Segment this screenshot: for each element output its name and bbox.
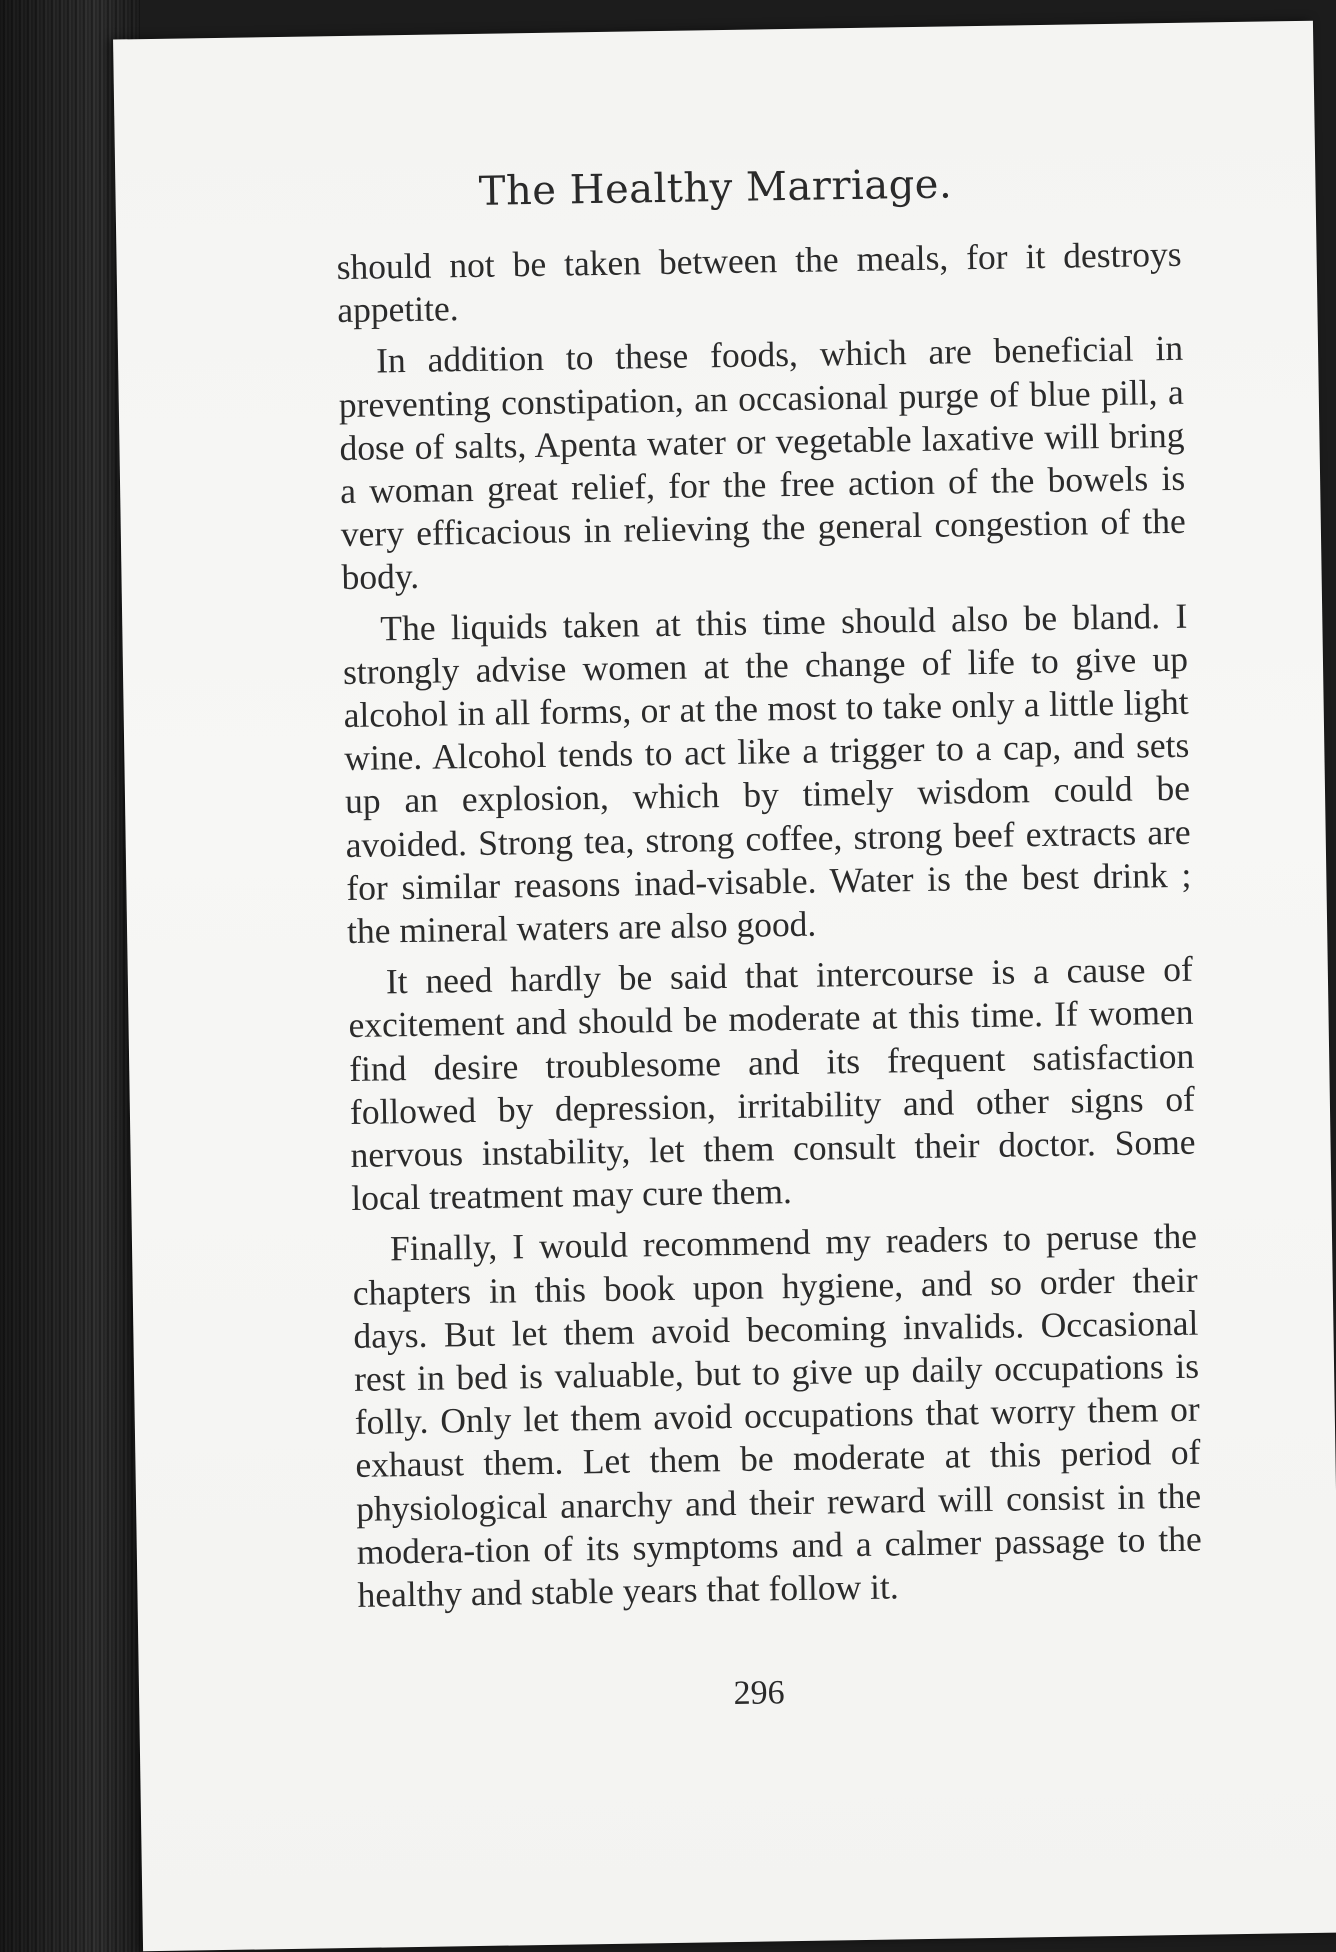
paragraph: It need hardly be said that intercourse is a cause of excitement and should be moderate at this time. If women find desire troublesome and its frequent satisfaction followed by depression, irritability and other signs of nervous instability, let them consult their doctor. Some local treatment may cure them. <box>348 948 1196 1219</box>
body-text <box>336 233 1203 1625</box>
paragraph: Finally, I would recommend my readers to peruse the chapters in this book upon hygiene, and so order their days. But let them avoid becoming invalids. Occasional rest in bed is valuable, but to give up daily occupations is folly. Only let them avoid occupations that worry them or exhaust them. Let them be moderate at this period of physiological anarchy and their reward will consist in the modera-tion of its symptoms and a calmer passage to the healthy and stable years that follow it. <box>352 1216 1203 1615</box>
book-page <box>113 21 1336 1952</box>
paragraph: In addition to these foods, which are beneficial in preventing constipation, an occasional purge of blue pill, a dose of salts, Apenta water or vegetable laxative will bring a woman great relief, for the free action of the bowels is very efficacious in relieving the general congestion of the body. <box>338 328 1187 598</box>
paragraph-continued: should not be taken between the meals, for it destroys appetite. <box>336 233 1182 331</box>
paragraph: The liquids taken at this time should also be bland. I strongly advise women at the change of life to give up alcohol in all forms, or at the most to take only a little light wine. Alcohol tends to act like a trigger to a cap, and sets up an explosion, which by timely wisdom could be avoided. Strong tea, strong coffee, strong beef extracts are for similar reasons inad-visable. Water is the best drink ; the mineral waters are also good. <box>342 595 1192 952</box>
running-head: The Healthy Marriage. <box>478 161 953 215</box>
page-number: 296 <box>733 1674 785 1712</box>
